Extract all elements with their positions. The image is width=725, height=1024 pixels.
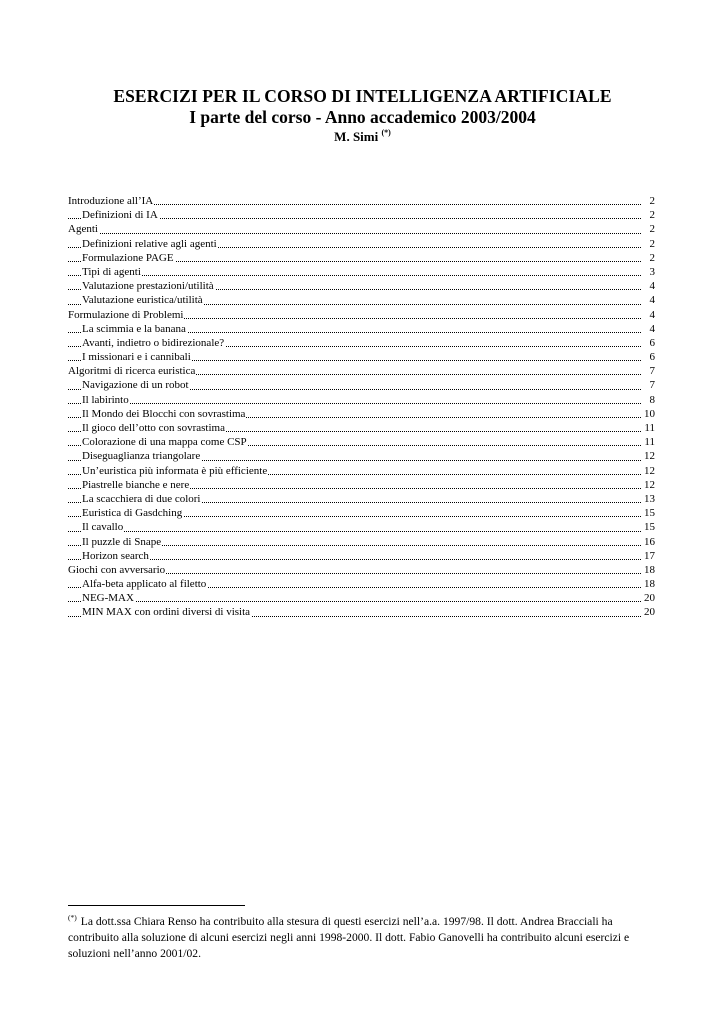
toc-entry-label: Algoritmi di ricerca euristica xyxy=(68,365,196,378)
toc-subsection-entry[interactable] xyxy=(68,478,655,492)
toc-entry-page-number: 6 xyxy=(649,336,655,349)
toc-subsection-entry[interactable] xyxy=(68,279,655,293)
author-footnote-mark: (*) xyxy=(381,128,391,137)
toc-entry-label: NEG-MAX xyxy=(82,592,134,605)
toc-section-entry[interactable] xyxy=(68,308,655,322)
toc-entry-label: Piastrelle bianche e nere xyxy=(82,478,190,491)
toc-entry-page-number: 4 xyxy=(649,308,655,321)
toc-entry-page-number: 11 xyxy=(644,436,655,449)
document-title: ESERCIZI PER IL CORSO DI INTELLIGENZA ARTIFICIALE xyxy=(113,86,612,106)
toc-entry-page-number: 2 xyxy=(649,251,655,264)
toc-entry-page-number: 2 xyxy=(649,195,655,207)
toc-subsection-entry[interactable] xyxy=(68,464,655,478)
toc-entry-page-number: 20 xyxy=(644,606,655,619)
toc-section-entry[interactable] xyxy=(68,563,655,577)
toc-section-entry[interactable] xyxy=(68,194,655,208)
toc-subsection-entry[interactable] xyxy=(68,421,655,435)
toc-entry-label: MIN MAX con ordini diversi di visita xyxy=(82,606,251,619)
toc-entry-label: I missionari e i cannibali xyxy=(82,351,191,364)
toc-subsection-entry[interactable] xyxy=(68,293,655,307)
toc-subsection-entry[interactable] xyxy=(68,492,655,506)
toc-entry-label: Il puzzle di Snape xyxy=(82,535,162,548)
toc-subsection-entry[interactable] xyxy=(68,208,655,222)
author-name: M. Simi xyxy=(334,129,379,144)
toc-entry-label: Il labirinto xyxy=(82,393,129,406)
toc-subsection-entry[interactable] xyxy=(68,265,655,279)
toc-entry-label: Colorazione di una mappa come CSP xyxy=(82,436,247,449)
toc-entry-label: Navigazione di un robot xyxy=(82,379,189,392)
toc-entry-label: Giochi con avversario xyxy=(68,563,166,576)
toc-entry-label: Avanti, indietro o bidirezionale? xyxy=(82,336,225,349)
toc-subsection-entry[interactable] xyxy=(68,535,655,549)
toc-entry-label: Definizioni di IA xyxy=(82,209,158,222)
toc-section-entry[interactable] xyxy=(68,364,655,378)
toc-entry-label: Un’euristica più informata è più efficiente xyxy=(82,464,268,477)
toc-dot-leader xyxy=(68,233,641,234)
toc-entry-page-number: 18 xyxy=(644,563,655,576)
toc-subsection-entry[interactable] xyxy=(68,449,655,463)
footnote xyxy=(68,910,658,962)
toc-entry-page-number: 2 xyxy=(649,237,655,250)
toc-section-entry[interactable] xyxy=(68,222,655,236)
toc-entry-page-number: 18 xyxy=(644,578,655,591)
toc-subsection-entry[interactable] xyxy=(68,520,655,534)
toc-subsection-entry[interactable] xyxy=(68,378,655,392)
toc-entry-page-number: 4 xyxy=(649,294,655,307)
toc-entry-page-number: 4 xyxy=(649,322,655,335)
toc-entry-page-number: 12 xyxy=(644,478,655,491)
toc-entry-page-number: 15 xyxy=(644,521,655,534)
toc-entry-page-number: 2 xyxy=(649,209,655,222)
toc-entry-label: Diseguaglianza triangolare xyxy=(82,450,201,463)
toc-subsection-entry[interactable] xyxy=(68,251,655,265)
toc-subsection-entry[interactable] xyxy=(68,407,655,421)
toc-entry-page-number: 7 xyxy=(649,365,655,378)
toc-subsection-entry[interactable] xyxy=(68,237,655,251)
toc-subsection-entry[interactable] xyxy=(68,591,655,605)
toc-entry-label: Valutazione prestazioni/utilità xyxy=(82,280,214,293)
toc-entry-label: Il gioco dell’otto con sovrastima xyxy=(82,422,225,434)
toc-subsection-entry[interactable] xyxy=(68,549,655,563)
toc-dot-leader xyxy=(68,559,641,560)
document-subtitle: I parte del corso - Anno accademico 2003/2004 xyxy=(189,107,536,127)
toc-entry-page-number: 13 xyxy=(644,492,655,505)
toc-subsection-entry[interactable] xyxy=(68,350,655,364)
toc-dot-leader xyxy=(68,275,641,276)
toc-entry-page-number: 4 xyxy=(649,280,655,293)
toc-subsection-entry[interactable] xyxy=(68,605,655,619)
toc-entry-label: La scacchiera di due colori xyxy=(82,492,201,505)
toc-entry-label: Introduzione all’IA xyxy=(68,195,154,207)
toc-dot-leader xyxy=(68,601,641,602)
toc-entry-label: Valutazione euristica/utilità xyxy=(82,294,203,307)
table-of-contents xyxy=(68,194,655,620)
footnote-text: La dott.ssa Chiara Renso ha contribuito alla stesura di questi esercizi nell’a.a. 1997/98. Il dott. Andrea Bracciali ha contribuito alla soluzione di alcuni esercizi negli anni 1998-2000. Il dott. Fabio Ganovelli ha contribuito alcuni esercizi e soluzioni nell’anno 2001/02. xyxy=(68,915,630,960)
footnote-mark: (*) xyxy=(68,913,77,922)
toc-entry-label: Euristica di Gasdching xyxy=(82,507,183,520)
toc-entry-page-number: 3 xyxy=(649,265,655,278)
toc-entry-label: Definizioni relative agli agenti xyxy=(82,237,217,250)
toc-entry-label: Tipi di agenti xyxy=(82,265,141,278)
toc-subsection-entry[interactable] xyxy=(68,506,655,520)
toc-subsection-entry[interactable] xyxy=(68,393,655,407)
toc-entry-page-number: 20 xyxy=(644,592,655,605)
toc-entry-label: Il cavallo xyxy=(82,521,124,534)
toc-subsection-entry[interactable] xyxy=(68,435,655,449)
toc-entry-page-number: 12 xyxy=(644,464,655,477)
toc-entry-page-number: 15 xyxy=(644,507,655,520)
toc-entry-page-number: 10 xyxy=(644,407,655,420)
toc-entry-page-number: 2 xyxy=(649,223,655,236)
toc-entry-label: La scimmia e la banana xyxy=(82,322,186,335)
toc-entry-label: Formulazione PAGE xyxy=(82,251,174,264)
toc-entry-page-number: 16 xyxy=(644,535,655,548)
toc-entry-label: Alfa-beta applicato al filetto xyxy=(82,578,207,591)
toc-entry-label: Il Mondo dei Blocchi con sovrastima xyxy=(82,407,246,420)
toc-subsection-entry[interactable] xyxy=(68,336,655,350)
toc-entry-page-number: 6 xyxy=(649,351,655,364)
toc-entry-label: Agenti xyxy=(68,223,98,236)
toc-entry-page-number: 17 xyxy=(644,549,655,562)
toc-subsection-entry[interactable] xyxy=(68,322,655,336)
toc-entry-label: Horizon search xyxy=(82,549,149,562)
toc-entry-page-number: 11 xyxy=(644,422,655,434)
toc-entry-label: Formulazione di Problemi xyxy=(68,308,184,321)
toc-subsection-entry[interactable] xyxy=(68,577,655,591)
toc-dot-leader xyxy=(68,403,641,404)
toc-dot-leader xyxy=(68,531,641,532)
toc-entry-page-number: 8 xyxy=(649,393,655,406)
toc-entry-page-number: 7 xyxy=(649,379,655,392)
author-line xyxy=(0,128,725,145)
footnote-separator xyxy=(68,905,245,906)
toc-entry-page-number: 12 xyxy=(644,450,655,463)
